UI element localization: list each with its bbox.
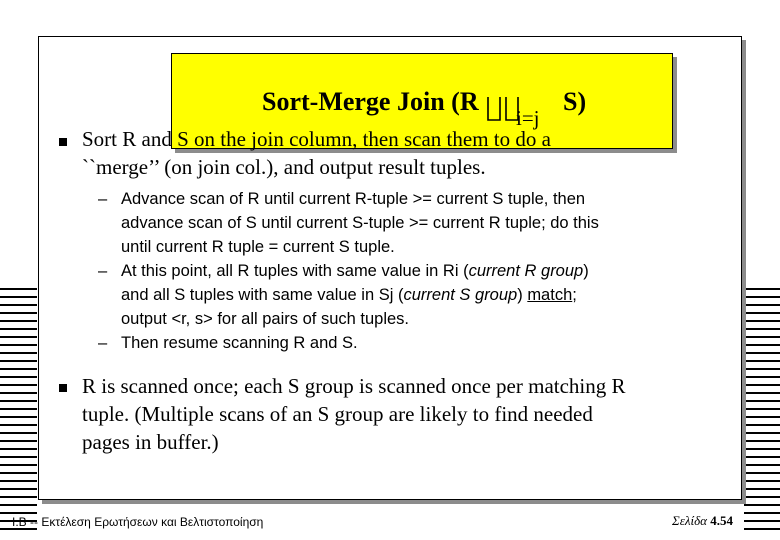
text-run: and all S tuples with same value in Sj ( xyxy=(121,286,404,304)
slide-title: Sort-Merge Join (R xyxy=(262,87,479,116)
text-run: ; xyxy=(572,286,577,304)
text-run: At this point, all R tuples with same value in Ri ( xyxy=(121,262,469,280)
dash-marker: – xyxy=(98,190,108,208)
text-run: ) xyxy=(583,262,589,280)
right-edge-rules xyxy=(744,288,780,536)
sub-bullet-2-line xyxy=(121,283,708,307)
sub-bullet-3-line: Then resume scanning R and S. xyxy=(121,334,358,352)
sub-bullet-1-line: until current R tuple = current S tuple. xyxy=(121,238,395,256)
bullet-2-line: tuple. (Multiple scans of an S group are likely to find needed xyxy=(82,402,593,426)
sub-bullet-list xyxy=(98,187,708,355)
square-bullet-icon xyxy=(59,384,67,392)
bullet-2 xyxy=(82,372,626,456)
page-number: 4.54 xyxy=(710,513,733,528)
sub-bullet-1-line: Advance scan of R until current R-tuple >= current S tuple, then xyxy=(121,190,586,208)
sub-bullet-2-line xyxy=(121,259,708,283)
sub-bullet-2 xyxy=(98,259,708,331)
sub-bullet-2-line: output <r, s> for all pairs of such tuples. xyxy=(121,310,409,328)
bullet-1-line: ``merge’’ (on join col.), and output result tuples. xyxy=(82,155,486,179)
slide-frame xyxy=(38,36,742,500)
bullet-1-line: Sort R and S on the join column, then scan them to do a xyxy=(82,127,551,151)
footer-page xyxy=(672,513,733,529)
dash-marker: – xyxy=(98,262,108,280)
square-bullet-icon xyxy=(59,138,67,146)
sub-bullet-1-line: advance scan of S until current S-tuple >= current R tuple; do this xyxy=(121,214,599,232)
dash-marker: – xyxy=(98,334,108,352)
bullet-2-line: pages in buffer.) xyxy=(82,430,219,454)
left-edge-rules xyxy=(0,288,37,536)
join-condition: i=j xyxy=(516,106,540,130)
match-underline: match xyxy=(527,286,573,304)
title-right-relation: S) xyxy=(563,87,587,116)
current-r-group-emphasis: current R group xyxy=(468,262,584,280)
bullet-2-line: R is scanned once; each S group is scanned once per matching R xyxy=(82,374,626,398)
sub-bullet-1 xyxy=(98,187,708,259)
bullet-1 xyxy=(82,125,551,181)
footer-course-title: Ι.Β -- Εκτέλεση Ερωτήσεων και Βελτιστοποίηση xyxy=(12,515,264,529)
text-run: ) xyxy=(517,286,528,304)
current-s-group-emphasis: current S group xyxy=(403,286,518,304)
page-label: Σελίδα xyxy=(672,513,707,528)
sub-bullet-3 xyxy=(98,331,708,355)
